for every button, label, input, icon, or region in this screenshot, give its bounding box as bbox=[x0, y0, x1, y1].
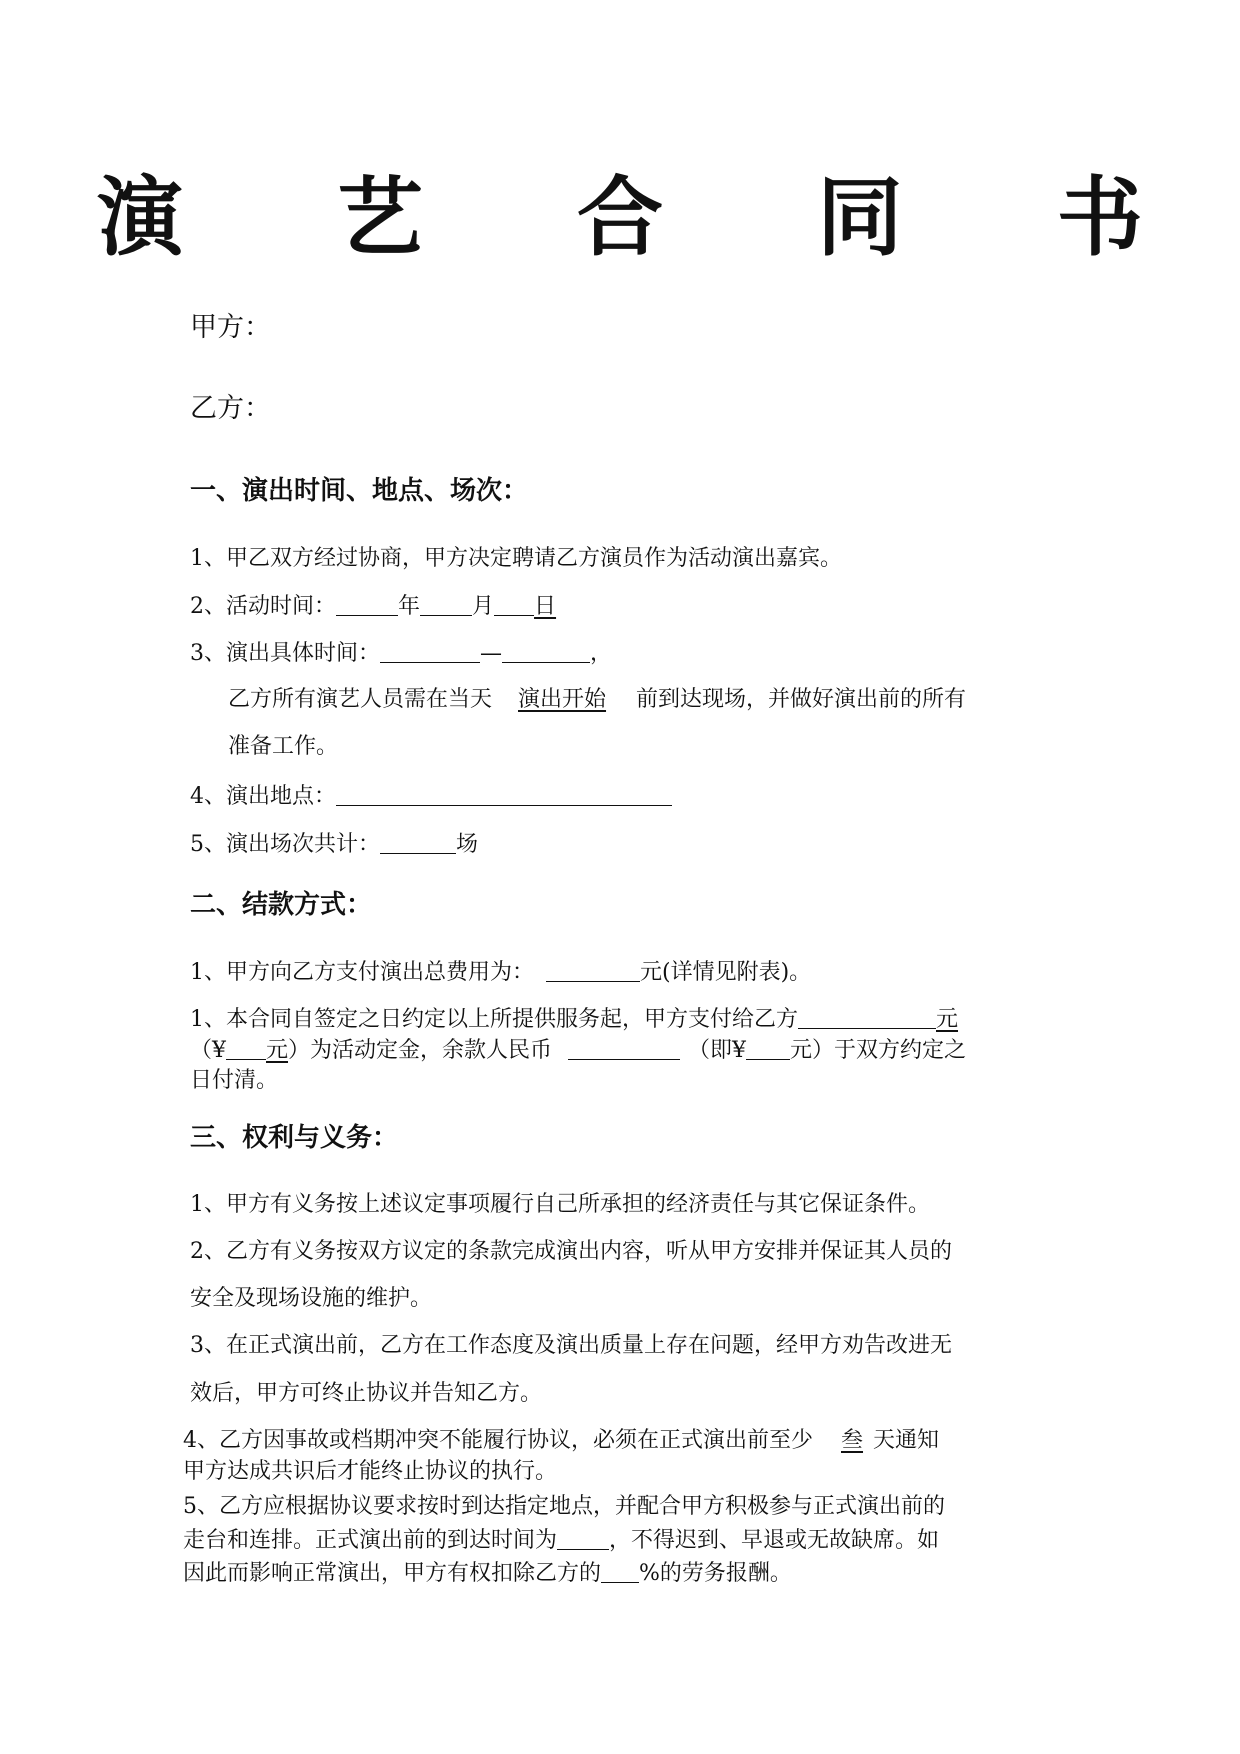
arrival-time-blank[interactable] bbox=[557, 1525, 609, 1550]
time-comma: ， bbox=[590, 641, 613, 666]
section2-heading: 二、结款方式： bbox=[190, 890, 373, 920]
item3-prefix: 3、演出具体时间： bbox=[190, 641, 380, 666]
deduction-percent-blank[interactable] bbox=[601, 1558, 639, 1583]
section2-item2-line2 bbox=[190, 1035, 966, 1066]
section2-item2-line1 bbox=[190, 1004, 958, 1035]
deposit-prefix: 1、本合同自签定之日约定以上所提供服务起，甲方支付给乙方 bbox=[190, 1007, 798, 1032]
shows-count-blank[interactable] bbox=[380, 829, 456, 854]
section1-item2 bbox=[190, 591, 556, 622]
section1-item5 bbox=[190, 829, 478, 860]
venue-blank[interactable] bbox=[336, 781, 672, 806]
deposit-yen-unit: 元 bbox=[266, 1038, 289, 1063]
section1-item4 bbox=[190, 781, 672, 812]
balance-label: ）为活动定金，余款人民币 bbox=[288, 1038, 553, 1063]
section1-item3-line2 bbox=[228, 685, 966, 715]
shows-prefix: 5、演出场次共计： bbox=[190, 832, 380, 857]
section2-item1 bbox=[190, 957, 811, 988]
shows-suffix: 场 bbox=[456, 832, 479, 857]
section3-item3-line2: 效后，甲方可终止协议并告知乙方。 bbox=[190, 1381, 543, 1406]
balance-yen-blank[interactable] bbox=[746, 1035, 790, 1060]
section1-heading: 一、演出时间、地点、场次： bbox=[190, 476, 529, 506]
notice-days[interactable]: 叁 bbox=[841, 1428, 864, 1453]
section3-item1: 1、甲方有义务按上述议定事项履行自己所承担的经济责任与其它保证条件。 bbox=[190, 1192, 930, 1217]
time-dash: — bbox=[480, 641, 502, 666]
total-fee-prefix: 1、甲方向乙方支付演出总费用为： bbox=[190, 960, 534, 985]
total-fee-blank[interactable] bbox=[546, 957, 640, 982]
section1-item3-line3: 准备工作。 bbox=[228, 734, 339, 759]
arrival-time-prefix: 走台和连排。正式演出前的到达时间为 bbox=[183, 1528, 558, 1553]
section3-item5-line3 bbox=[183, 1558, 792, 1589]
month-label: 月 bbox=[472, 594, 495, 619]
section3-item2-line2: 安全及现场设施的维护。 bbox=[190, 1286, 433, 1311]
section1-item3 bbox=[190, 638, 612, 669]
section3-item3-line1: 3、在正式演出前，乙方在工作态度及演出质量上存在问题，经甲方劝告改进无 bbox=[190, 1333, 952, 1358]
section3-item5-line2 bbox=[183, 1525, 939, 1556]
section3-item2-line1: 2、乙方有义务按双方议定的条款完成演出内容，听从甲方安排并保证其人员的 bbox=[190, 1239, 952, 1264]
start-time-blank[interactable] bbox=[380, 638, 480, 663]
section3-item4-line2: 甲方达成共识后才能终止协议的执行。 bbox=[183, 1459, 558, 1484]
deduction-suffix: %的劳务报酬。 bbox=[639, 1561, 792, 1586]
party-b-label: 乙方： bbox=[190, 393, 271, 424]
day-blank[interactable] bbox=[494, 591, 534, 616]
section1-item1: 1、甲乙双方经过协商，甲方决定聘请乙方演员作为活动演出嘉宾。 bbox=[190, 546, 842, 571]
year-label: 年 bbox=[398, 594, 421, 619]
arrival-time-suffix: ，不得迟到、早退或无故缺席。如 bbox=[609, 1528, 940, 1553]
party-a-label: 甲方： bbox=[190, 312, 271, 343]
item2-prefix: 2、活动时间： bbox=[190, 594, 336, 619]
deposit-yen-blank[interactable] bbox=[226, 1035, 266, 1060]
balance-amount-blank[interactable] bbox=[568, 1035, 680, 1060]
notice-prefix: 4、乙方因事故或档期冲突不能履行协议，必须在正式演出前至少 bbox=[183, 1428, 813, 1453]
document-title: 演 艺 合 同 书 bbox=[97, 168, 1205, 268]
deposit-unit: 元 bbox=[936, 1007, 959, 1032]
deposit-yen-open: （¥ bbox=[190, 1038, 226, 1063]
arrival-time[interactable]: 演出开始 bbox=[518, 687, 607, 712]
balance-suffix: 元）于双方约定之 bbox=[790, 1038, 967, 1063]
deduction-prefix: 因此而影响正常演出，甲方有权扣除乙方的 bbox=[183, 1561, 602, 1586]
day-label: 日 bbox=[534, 594, 557, 619]
section3-item4-line1 bbox=[183, 1426, 939, 1456]
total-fee-suffix: 元(详情见附表)。 bbox=[640, 960, 812, 985]
arrival-suffix: 前到达现场，并做好演出前的所有 bbox=[636, 687, 967, 712]
month-blank[interactable] bbox=[420, 591, 472, 616]
deposit-amount-blank[interactable] bbox=[798, 1004, 936, 1029]
balance-yen-open: （即¥ bbox=[688, 1038, 747, 1063]
end-time-blank[interactable] bbox=[502, 638, 590, 663]
section3-heading: 三、权利与义务： bbox=[190, 1123, 399, 1153]
year-blank[interactable] bbox=[336, 591, 398, 616]
arrival-prefix: 乙方所有演艺人员需在当天 bbox=[228, 687, 493, 712]
section2-item2-line3: 日付清。 bbox=[190, 1068, 279, 1093]
section3-item5-line1: 5、乙方应根据协议要求按时到达指定地点，并配合甲方积极参与正式演出前的 bbox=[183, 1494, 945, 1519]
notice-suffix: 天通知 bbox=[873, 1428, 940, 1453]
venue-label: 4、演出地点： bbox=[190, 784, 336, 809]
